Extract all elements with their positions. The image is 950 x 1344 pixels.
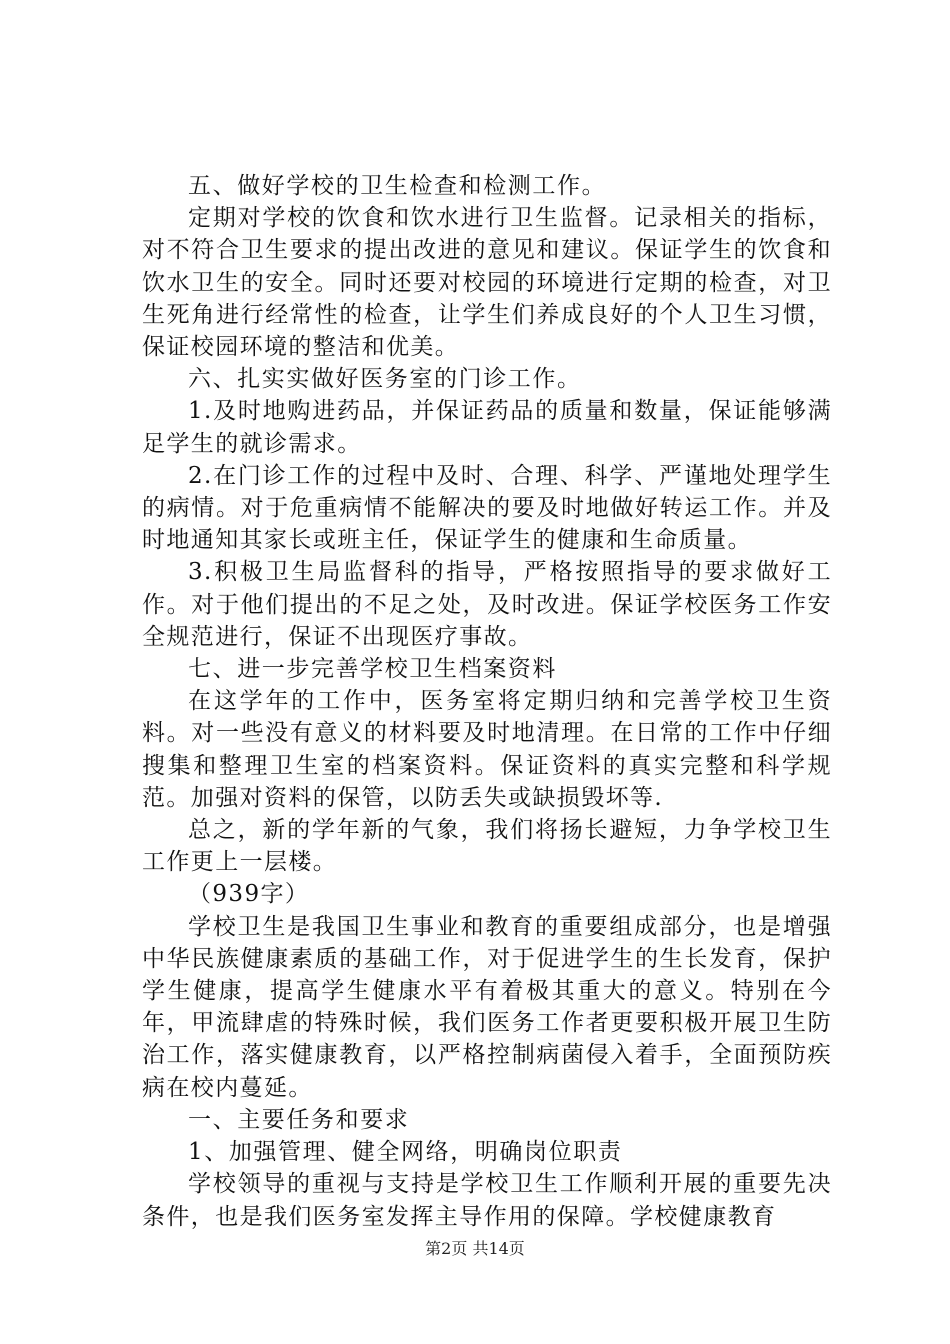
paragraph-item-1-medicine: 1.及时地购进药品，并保证药品的质量和数量，保证能够满足学生的就诊需求。: [142, 398, 832, 457]
section-heading-7: 七、进一步完善学校卫生档案资料: [188, 656, 557, 683]
page-footer: 第2页 共14页: [425, 1239, 525, 1258]
paragraph-summary: 总之，新的学年新的气象，我们将扬长避短，力争学校卫生工作更上一层楼。: [142, 817, 832, 876]
section-heading-6: 六、扎实实做好医务室的门诊工作。: [188, 366, 582, 393]
word-count: （939字）: [188, 881, 310, 908]
subsection-heading-1: 1、加强管理、健全网络，明确岗位职责: [188, 1139, 623, 1166]
paragraph-school-hygiene-intro: 学校卫生是我国卫生事业和教育的重要组成部分，也是增强中华民族健康素质的基础工作，对于促进学生的生长发育，保护学生健康，提高学生健康水平有着极其重大的意义。特别在今年，甲流肆虐的特殊时候，我们医务工作者更要积极开展卫生防治工作，落实健康教育，以严格控制病菌侵入着手，全面预防疾病在校内蔓延。: [142, 913, 832, 1101]
section-heading-1: 一、主要任务和要求: [188, 1106, 410, 1133]
paragraph-hygiene-inspection: 定期对学校的饮食和饮水进行卫生监督。记录相关的指标，对不符合卫生要求的提出改进的意见和建议。保证学生的饮食和饮水卫生的安全。同时还要对校园的环境进行定期的检查，对卫生死角进行经常性的检查，让学生们养成良好的个人卫生习惯，保证校园环境的整洁和优美。: [142, 205, 832, 361]
section-heading-5: 五、做好学校的卫生检查和检测工作。: [188, 173, 607, 199]
paragraph-leadership-support: 学校领导的重视与支持是学校卫生工作顺利开展的重要先决条件，也是我们医务室发挥主导作用的保障。学校健康教育: [142, 1171, 832, 1230]
paragraph-item-2-clinic: 2.在门诊工作的过程中及时、合理、科学、严谨地处理学生的病情。对于危重病情不能解决的要及时地做好转运工作。并及时地通知其家长或班主任，保证学生的健康和生命质量。: [142, 462, 832, 554]
paragraph-archives: 在这学年的工作中，医务室将定期归纳和完善学校卫生资料。对一些没有意义的材料要及时地清理。在日常的工作中仔细搜集和整理卫生室的档案资料。保证资料的真实完整和科学规范。加强对资料的保管，以防丢失或缺损毁坏等.: [142, 688, 832, 811]
document-body: [142, 170, 832, 1233]
paragraph-item-3-supervision: 3.积极卫生局监督科的指导，严格按照指导的要求做好工作。对于他们提出的不足之处，及时改进。保证学校医务工作安全规范进行，保证不出现医疗事故。: [142, 559, 832, 650]
